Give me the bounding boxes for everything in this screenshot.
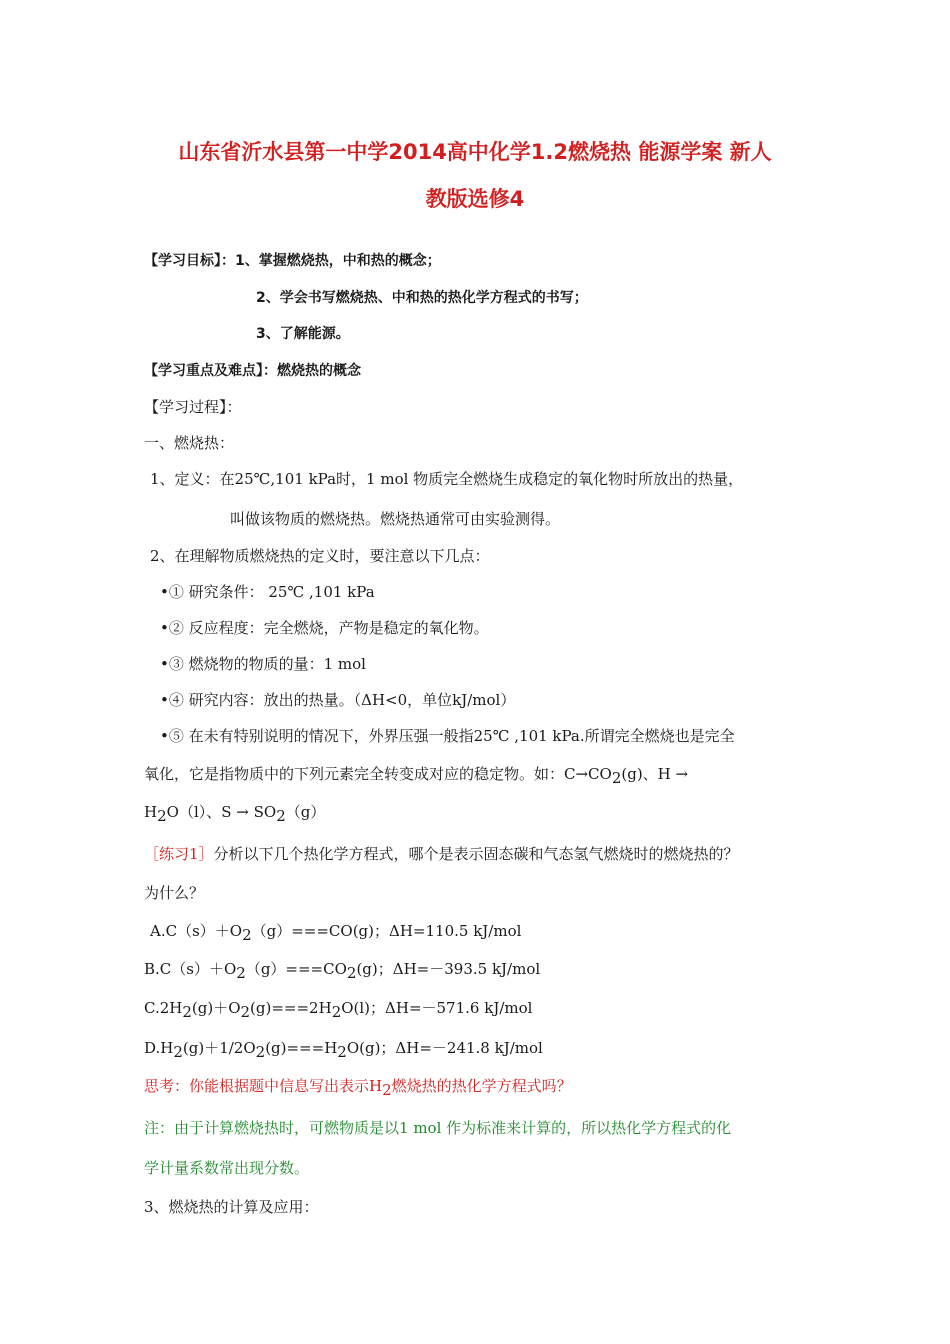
objective-3: 3、了解能源。 (256, 326, 350, 342)
formula-part: B.C（s）＋O (144, 960, 237, 978)
note-bullet-3: •③ 燃烧物的物质的量：1 mol (160, 655, 366, 673)
note-bullet-1: •① 研究条件： 25℃ ,101 kPa (160, 583, 375, 601)
formula-part: H (144, 803, 158, 821)
subscript: 2 (157, 807, 167, 825)
subscript: 2 (346, 964, 357, 982)
note-bullet-4: •④ 研究内容：放出的热量。（ΔH<0，单位kJ/mol） (160, 691, 516, 709)
exercise-label: ［练习1］ (144, 845, 214, 863)
subscript: 2 (382, 1081, 392, 1099)
formula-part: (g)＋O (191, 999, 241, 1017)
subscript: 2 (182, 1003, 192, 1021)
formula-part: O(g)；ΔH=－241.8 kJ/mol (346, 1039, 543, 1057)
formula-part: (g)＋1/2O (182, 1039, 256, 1057)
option-a (150, 920, 521, 942)
formula-part: D.H (144, 1039, 174, 1057)
option-b (144, 958, 540, 980)
think-text-cont: 燃烧热的热化学方程式吗？ (391, 1077, 572, 1095)
formula-part: O（l）、S → SO (166, 803, 277, 821)
subscript: 2 (337, 1043, 347, 1061)
formula-part: (g)===H (265, 1039, 338, 1057)
formula-part: (g)；ΔH=－393.5 kJ/mol (356, 960, 541, 978)
definition-line1: 1、定义：在25℃,101 kPa时，1 mol 物质完全燃烧生成稳定的氧化物时所放出的热量， (150, 470, 744, 488)
notes-intro: 2、在理解物质燃烧热的定义时，要注意以下几点： (150, 547, 490, 565)
document-title-line1: 山东省沂水县第一中学2014高中化学1.2燃烧热 能源学案 新人 (178, 140, 772, 164)
formula-part: （g）===CO (245, 960, 347, 978)
subscript: 2 (173, 1043, 183, 1061)
section-1-heading: 一、燃烧热： (144, 434, 235, 452)
subscript: 2 (276, 807, 286, 825)
note-bullet-5-line1: •⑤ 在未有特别说明的情况下，外界压强一般指25℃ ,101 kPa.所谓完全燃烧也是完全 (160, 727, 735, 745)
formula-part: C.2H (144, 999, 183, 1017)
formula-part: （g） (285, 803, 326, 821)
section-3-heading: 3、燃烧热的计算及应用： (144, 1198, 319, 1216)
bullet-5-text: 氧化，它是指物质中的下列元素完全转变成对应的稳定物。如：C→CO (144, 765, 612, 783)
objectives-row (144, 250, 441, 272)
option-c (144, 997, 532, 1019)
objective-2: 2、学会书写燃烧热、中和热的热化学方程式的书写； (256, 290, 588, 306)
objective-1: 1、掌握燃烧热，中和热的概念； (235, 253, 441, 269)
formula-part: （g）===CO(g)；ΔH=110.5 kJ/mol (251, 922, 522, 940)
exercise-question: 分析以下几个热化学方程式，哪个是表示固态碳和气态氢气燃烧时的燃烧热的？ (213, 845, 739, 863)
subscript: 2 (236, 964, 246, 982)
subscript: 2 (255, 1043, 266, 1061)
subscript: 2 (242, 926, 252, 944)
subscript: 2 (611, 769, 622, 787)
bullet-5-text-cont: (g)、H → (621, 765, 689, 783)
key-points: 【学习重点及难点】：燃烧热的概念 (144, 363, 361, 379)
formula-part: A.C（s）＋O (150, 922, 243, 940)
document-title-line2: 教版选修4 (425, 187, 525, 211)
formula-part: O(l)；ΔH=－571.6 kJ/mol (341, 999, 533, 1017)
note-bullet-2: •② 反应程度：完全燃烧，产物是稳定的氧化物。 (160, 619, 489, 637)
formula-part: (g)===2H (250, 999, 332, 1017)
note-line1: 注：由于计算燃烧热时，可燃物质是以1 mol 作为标准来计算的，所以热化学方程式的化 (144, 1119, 732, 1137)
definition-line2: 叫做该物质的燃烧热。燃烧热通常可由实验测得。 (230, 510, 561, 528)
option-d (144, 1037, 543, 1059)
objectives-label: 【学习目标】： (144, 253, 235, 269)
process-label: 【学习过程】： (144, 398, 242, 416)
subscript: 2 (240, 1003, 251, 1021)
exercise-1-question (144, 843, 739, 865)
exercise-question-cont: 为什么？ (144, 884, 205, 902)
note-line2: 学计量系数常出现分数。 (144, 1159, 310, 1177)
think-text: 思考：你能根据题中信息写出表示H (144, 1077, 383, 1095)
think-question (144, 1075, 572, 1097)
subscript: 2 (331, 1003, 342, 1021)
note-bullet-5-line3 (144, 801, 325, 823)
note-bullet-5-line2 (144, 763, 688, 785)
